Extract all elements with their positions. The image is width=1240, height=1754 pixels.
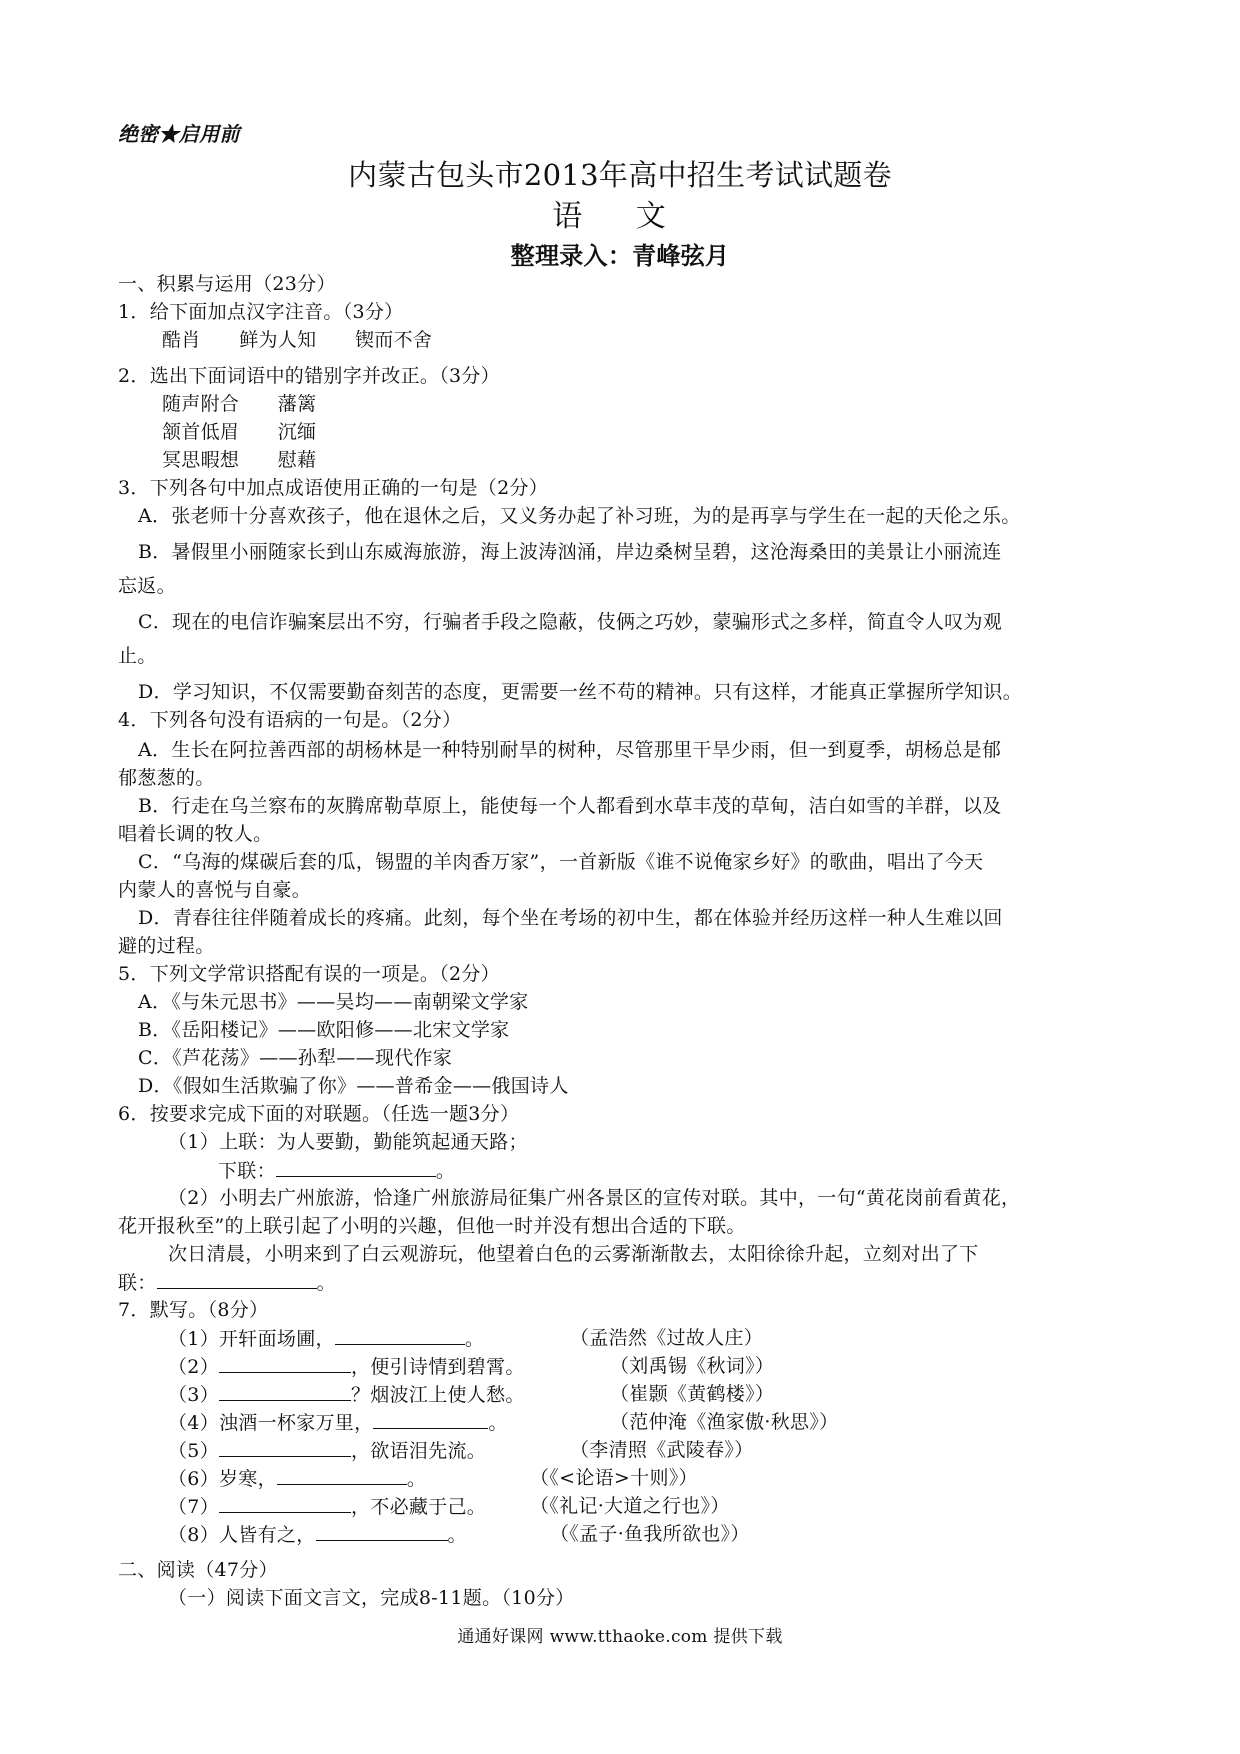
q7-item	[168, 1326, 484, 1351]
q6-part2-line-3: 次日清晨，小明来到了白云观游玩，他望着白色的云雾渐渐散去，太阳徐徐升起，立刻对出了下	[168, 1243, 979, 1265]
q6-part2-line-2: 花开报秋至”的上联引起了小明的兴趣，但他一时并没有想出合适的下联。	[118, 1215, 746, 1237]
answer-blank[interactable]	[219, 1354, 351, 1373]
q7-item-prefix: 浊酒一杯家万里，	[219, 1412, 374, 1434]
q7-item	[168, 1438, 486, 1463]
answer-blank[interactable]	[219, 1494, 351, 1513]
q7-item-number: （3）	[168, 1384, 219, 1406]
q4-option-b-line-1: B．行走在乌兰察布的灰腾席勒草原上，能使每一个人都看到水草丰茂的草甸，洁白如雪的羊群，以及	[138, 795, 1002, 817]
q5-option-d: D．《假如生活欺骗了你》——普希金——俄国诗人	[138, 1075, 569, 1097]
q7-item-source: （崔颢《黄鹤楼》）	[610, 1383, 775, 1405]
q7-item	[168, 1354, 525, 1379]
exam-title: 内蒙古包头市2013年高中招生考试试题卷	[348, 158, 892, 192]
q7-item-number: （8）	[168, 1524, 219, 1546]
q7-item-source: （李清照《武陵春》）	[570, 1439, 754, 1461]
q6-part2-lower-label: 联：	[118, 1272, 157, 1294]
q3-option-d: D．学习知识，不仅需要勤奋刻苦的态度，更需要一丝不苟的精神。只有这样，才能真正掌握所学知识。	[138, 681, 1023, 703]
q7-item-suffix: 。	[447, 1524, 467, 1546]
q2-row-1: 随声附合 藩篱	[162, 393, 317, 415]
q7-item-source: （《<论语>十则》）	[530, 1467, 698, 1489]
section-2-heading: 二、阅读（47分）	[118, 1559, 278, 1581]
q7-item-suffix: 。	[488, 1412, 508, 1434]
q7-item	[168, 1466, 426, 1491]
q2-stem: 2．选出下面词语中的错别字并改正。（3分）	[118, 365, 500, 387]
editor-credit: 整理录入：青峰弦月	[510, 241, 730, 270]
q3-option-c-line-1: C．现在的电信诈骗案层出不穷，行骗者手段之隐蔽，伎俩之巧妙，蒙骗形式之多样，简直令人叹为观	[138, 611, 1003, 633]
q7-item	[168, 1382, 525, 1407]
q7-item-number: （7）	[168, 1496, 219, 1518]
q4-option-d-line-2: 避的过程。	[118, 935, 215, 957]
q7-item-suffix: ，不必藏于己。	[351, 1496, 487, 1518]
q6-part1-lower-label: 下联：	[218, 1160, 276, 1182]
q5-option-c: C．《芦花荡》——孙犁——现代作家	[138, 1047, 453, 1069]
q7-item-number: （1）	[168, 1328, 219, 1350]
q7-item-suffix: ，欲语泪先流。	[351, 1440, 487, 1462]
q7-item-prefix: 岁寒，	[219, 1468, 277, 1490]
answer-blank[interactable]	[219, 1382, 351, 1401]
q6-part2-line-1: （2）小明去广州旅游，恰逢广州旅游局征集广州各景区的宣传对联。其中，一句“黄花岗前看黄花，	[168, 1187, 1021, 1209]
q6-part2-line-4	[118, 1270, 336, 1295]
confidential-mark: 绝密★启用前	[118, 122, 240, 146]
q4-option-c-line-1: C．“乌海的煤碳后套的瓜，锡盟的羊肉香万家”，一首新版《谁不说俺家乡好》的歌曲，唱出了今天	[138, 851, 984, 873]
q2-row-3: 冥思暇想 慰藉	[162, 449, 317, 471]
answer-blank[interactable]	[277, 1466, 407, 1485]
footer-source: 通通好课网 www.tthaoke.com 提供下载	[457, 1627, 783, 1647]
q7-item-suffix: 。	[406, 1468, 427, 1490]
q7-item-source: （孟浩然《过故人庄）	[570, 1327, 764, 1349]
punct: 。	[435, 1160, 456, 1182]
answer-blank[interactable]	[276, 1158, 436, 1177]
q4-option-d-line-1: D．青春往往伴随着成长的疼痛。此刻，每个坐在考场的初中生，都在体验并经历这样一种人生难以回	[138, 907, 1003, 929]
q4-option-a-line-1: A．生长在阿拉善西部的胡杨林是一种特别耐旱的树种，尽管那里干旱少雨，但一到夏季，胡杨总是郁	[138, 739, 1002, 761]
q1-stem: 1．给下面加点汉字注音。（3分）	[118, 301, 404, 323]
q7-item-suffix: 。	[464, 1328, 485, 1350]
q7-item	[168, 1494, 486, 1519]
answer-blank[interactable]	[316, 1522, 448, 1541]
q6-stem: 6．按要求完成下面的对联题。（任选一题3分）	[118, 1103, 520, 1125]
q7-item-number: （2）	[168, 1356, 219, 1378]
q7-stem: 7．默写。（8分）	[118, 1299, 269, 1321]
answer-blank[interactable]	[157, 1270, 317, 1289]
q5-stem: 5．下列文学常识搭配有误的一项是。（2分）	[118, 963, 500, 985]
q2-row-2: 颔首低眉 沉缅	[162, 421, 317, 443]
q6-part1-lower	[218, 1158, 455, 1183]
subject-title: 语 文	[552, 199, 688, 234]
punct: 。	[316, 1272, 336, 1294]
q3-option-b-line-2: 忘返。	[118, 575, 176, 597]
q7-item	[168, 1522, 467, 1547]
q4-option-b-line-2: 唱着长调的牧人。	[118, 823, 273, 845]
q7-item-prefix: 人皆有之，	[219, 1524, 316, 1546]
q1-words: 酷肖 鲜为人知 锲而不舍	[162, 329, 433, 351]
q7-item-number: （6）	[168, 1468, 219, 1490]
q7-item-source: （《孟子·鱼我所欲也》）	[550, 1523, 750, 1545]
q3-option-b-line-1: B．暑假里小丽随家长到山东威海旅游，海上波涛汹涌，岸边桑树呈碧，这沧海桑田的美景让小丽流连	[138, 541, 1002, 563]
answer-blank[interactable]	[335, 1326, 465, 1345]
q7-item-source: （范仲淹《渔家傲·秋思》）	[610, 1411, 839, 1433]
q3-option-a: A．张老师十分喜欢孩子，他在退休之后，又义务办起了补习班，为的是再享与学生在一起的天伦之乐。	[138, 505, 1021, 527]
section-2-sub-1: （一）阅读下面文言文，完成8-11题。（10分）	[168, 1587, 575, 1609]
q7-item-suffix: ，便引诗情到碧霄。	[351, 1356, 525, 1378]
answer-blank[interactable]	[373, 1410, 488, 1429]
q7-item-prefix: 开轩面场圃，	[219, 1328, 335, 1350]
q7-item-suffix: ？烟波江上使人愁。	[351, 1384, 525, 1406]
answer-blank[interactable]	[219, 1438, 351, 1457]
q3-option-c-line-2: 止。	[118, 645, 157, 667]
q7-item-source: （《礼记·大道之行也》）	[530, 1495, 730, 1517]
q7-item-number: （5）	[168, 1440, 219, 1462]
q7-item-number: （4）	[168, 1412, 219, 1434]
q3-stem: 3．下列各句中加点成语使用正确的一句是（2分）	[118, 477, 549, 499]
q4-option-c-line-2: 内蒙人的喜悦与自豪。	[118, 879, 312, 901]
q7-item-source: （刘禹锡《秋词》）	[610, 1355, 775, 1377]
q4-stem: 4．下列各句没有语病的一句是。（2分）	[118, 709, 462, 731]
q6-part1-upper: （1）上联：为人要勤，勤能筑起通天路；	[168, 1131, 528, 1153]
q4-option-a-line-2: 郁葱葱的。	[118, 767, 215, 789]
q5-option-b: B．《岳阳楼记》——欧阳修——北宋文学家	[138, 1019, 510, 1041]
q7-item	[168, 1410, 508, 1435]
q5-option-a: A．《与朱元思书》——吴均——南朝梁文学家	[138, 991, 529, 1013]
section-1-heading: 一、积累与运用（23分）	[118, 273, 336, 295]
